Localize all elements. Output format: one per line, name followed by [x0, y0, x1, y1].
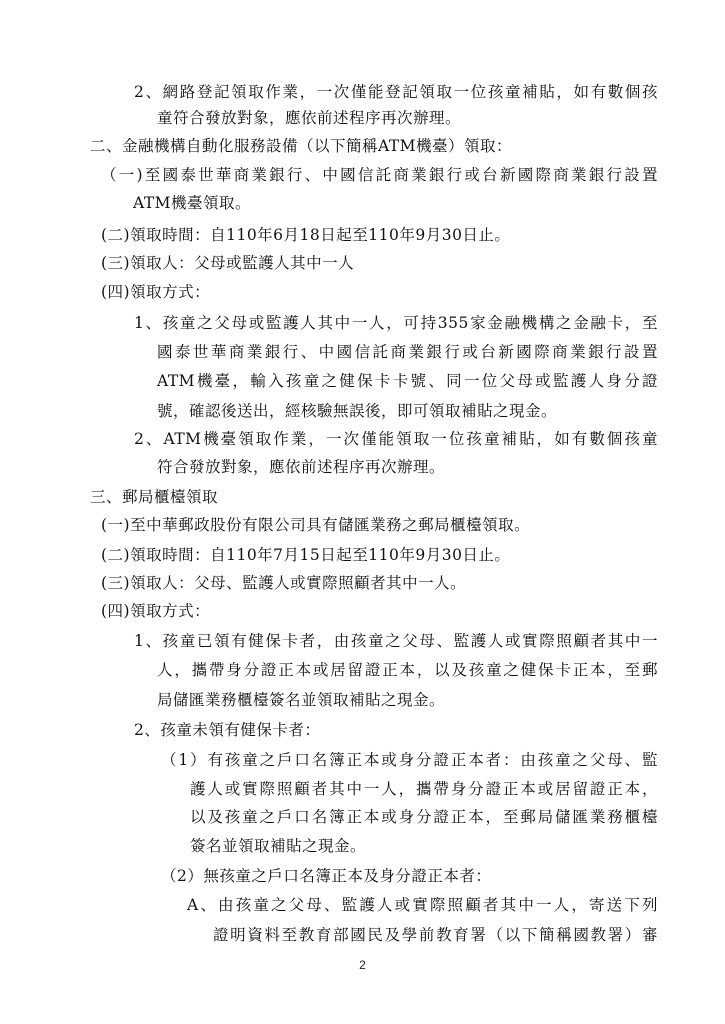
page-number: 2	[359, 958, 366, 972]
section-heading: 二、金融機構自動化服務設備（以下簡稱ATM機臺）領取：	[90, 137, 513, 155]
text-line: 局儲匯業務櫃檯簽名並領取補貼之現金。	[157, 691, 446, 709]
text-line: 2、ATM機臺領取作業，一次僅能領取一位孩童補貼，如有數個孩童	[134, 430, 658, 448]
text-line: A、由孩童之父母、監護人或實際照顧者其中一人，寄送下列	[187, 896, 658, 914]
text-line: ATM機臺，輸入孩童之健保卡卡號、同一位父母或監護人身分證	[157, 372, 658, 390]
section-heading: 三、郵局櫃檯領取	[90, 488, 219, 506]
text-line: (四)領取方式：	[101, 602, 211, 620]
text-line: 以及孩童之戶口名簿正本或身分證正本，至郵局儲匯業務櫃檯	[190, 808, 658, 826]
text-line: 護人或實際照顧者其中一人，攜帶身分證正本或居留證正本，	[190, 780, 658, 798]
text-line: （一)至國泰世華商業銀行、中國信託商業銀行或台新國際商業銀行設置	[101, 166, 658, 184]
text-line: 2、孩童未領有健保卡者：	[134, 721, 321, 739]
text-line: (三)領取人：父母、監護人或實際照顧者其中一人。	[101, 574, 467, 592]
text-line: (二)領取時間：自110年6月18日起至110年9月30日止。	[101, 226, 511, 244]
text-line: 童符合發放對象，應依前述程序再次辦理。	[157, 109, 462, 127]
text-line: (一)至中華郵政股份有限公司具有儲匯業務之郵局櫃檯領取。	[101, 516, 531, 534]
text-line: 1、孩童之父母或監護人其中一人，可持355家金融機構之金融卡，至	[134, 314, 658, 332]
text-line: 號，確認後送出，經核驗無誤後，即可領取補貼之現金。	[157, 402, 558, 420]
text-line: （2）無孩童之戶口名簿正本及身分證正本者：	[161, 867, 492, 885]
text-line: 國泰世華商業銀行、中國信託商業銀行或台新國際商業銀行設置	[157, 343, 658, 361]
text-line: (三)領取人：父母或監護人其中一人	[101, 254, 355, 272]
text-line: （1）有孩童之戶口名簿正本或身分證正本者：由孩童之父母、監	[161, 751, 658, 769]
text-line: 1、孩童已領有健保卡者，由孩童之父母、監護人或實際照顧者其中一	[134, 632, 658, 650]
text-line: 符合發放對象，應依前述程序再次辦理。	[157, 458, 446, 476]
text-line: 人，攜帶身分證正本或居留證正本，以及孩童之健保卡正本，至郵	[157, 661, 658, 679]
text-line: 2、網路登記領取作業，一次僅能登記領取一位孩童補貼，如有數個孩	[134, 83, 658, 101]
text-line: (四)領取方式：	[101, 283, 211, 301]
text-line: 簽名並領取補貼之現金。	[190, 837, 367, 855]
text-line: (二)領取時間：自110年7月15日起至110年9月30日止。	[101, 546, 511, 564]
text-line: ATM機臺領取。	[133, 194, 252, 212]
text-line: 證明資料至教育部國民及學前教育署（以下簡稱國教署）審	[213, 926, 658, 944]
